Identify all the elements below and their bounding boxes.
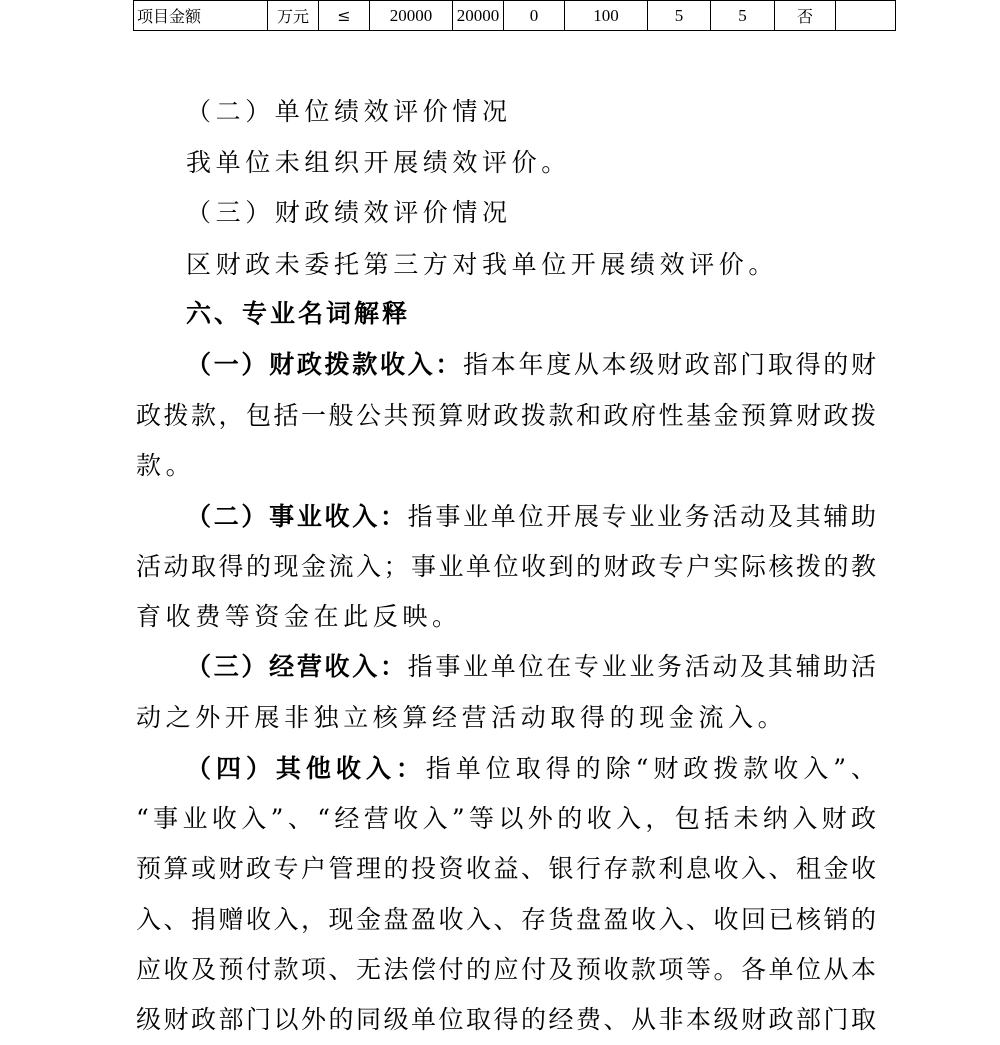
- table-cell-completion: 100: [565, 1, 648, 31]
- unit-eval-heading: （二）单位绩效评价情况: [186, 97, 512, 126]
- table-cell-operator: ≤: [319, 1, 370, 31]
- table-cell-weight: 5: [648, 1, 711, 31]
- glossary-term: （四）其他收入：: [186, 754, 426, 783]
- glossary-term: （二）事业收入：: [186, 502, 408, 531]
- indicator-table: [133, 0, 896, 31]
- table-cell-actual: 20000: [453, 1, 504, 31]
- table-cell-unit: 万元: [268, 1, 319, 31]
- finance-eval-heading: （三）财政绩效评价情况: [186, 198, 512, 227]
- glossary-item-business-income: [186, 502, 876, 532]
- glossary-text-line: 政拨款，包括一般公共预算财政拨款和政府性基金预算财政拨: [136, 401, 876, 430]
- glossary-text: 指事业单位在专业业务活动及其辅助活: [407, 652, 876, 681]
- glossary-item-operating-income: [186, 652, 876, 682]
- glossary-item-fiscal-appropriation: [186, 350, 876, 380]
- glossary-text-line: “事业收入”、“经营收入”等以外的收入，包括未纳入财政: [136, 804, 876, 833]
- table-cell-indicator-name: 项目金额: [134, 1, 268, 31]
- glossary-text: 指事业单位开展专业业务活动及其辅助: [407, 502, 876, 531]
- glossary-text-line: 入、捐赠收入，现金盘盈收入、存货盘盈收入、收回已核销的: [136, 905, 876, 934]
- glossary-term: （一）财政拨款收入：: [186, 350, 464, 379]
- table-cell-score: 5: [711, 1, 775, 31]
- glossary-text: 指本年度从本级财政部门取得的财: [463, 350, 876, 379]
- table-cell-deviation: 0: [504, 1, 565, 31]
- glossary-text-line: 级财政部门以外的同级单位取得的经费、从非本级财政部门取: [136, 1005, 876, 1034]
- table-cell-remark: [836, 1, 896, 31]
- glossary-heading: 六、专业名词解释: [186, 299, 411, 328]
- glossary-text-line: 款。: [136, 451, 196, 480]
- glossary-text-line: 活动取得的现金流入；事业单位收到的财政专户实际核拨的教: [136, 552, 876, 581]
- glossary-term: （三）经营收入：: [186, 652, 408, 681]
- unit-eval-text: 我单位未组织开展绩效评价。: [186, 148, 571, 177]
- table-row: [134, 1, 896, 31]
- finance-eval-text: 区财政未委托第三方对我单位开展绩效评价。: [186, 250, 779, 279]
- glossary-text-line: 动之外开展非独立核算经营活动取得的现金流入。: [136, 703, 788, 732]
- glossary-text-line: 预算或财政专户管理的投资收益、银行存款利息收入、租金收: [136, 854, 876, 883]
- glossary-text-line: 应收及预付款项、无法偿付的应付及预收款项等。各单位从本: [136, 955, 876, 984]
- glossary-item-other-income: [186, 754, 876, 784]
- glossary-text: 指单位取得的除“财政拨款收入”、: [425, 754, 876, 783]
- table-cell-target: 20000: [370, 1, 453, 31]
- glossary-text-line: 育收费等资金在此反映。: [136, 602, 462, 631]
- table-cell-deviation-flag: 否: [775, 1, 836, 31]
